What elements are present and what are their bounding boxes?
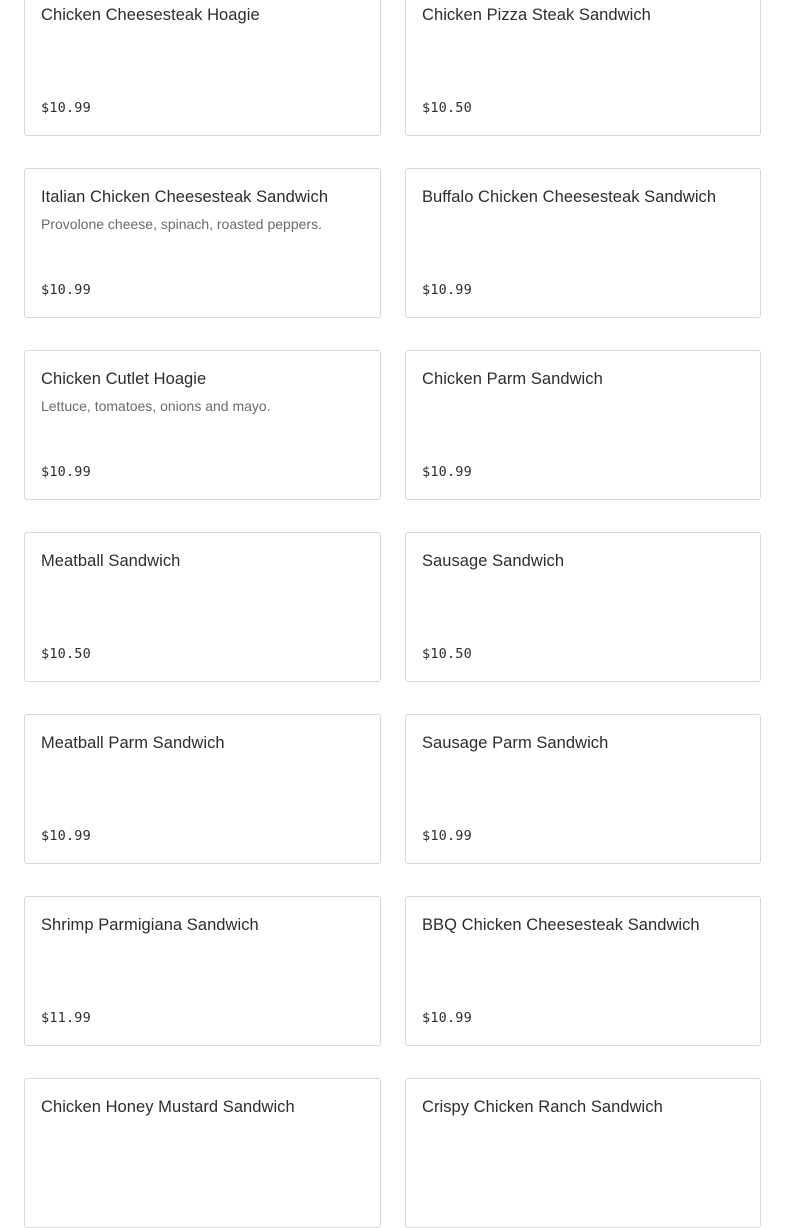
menu-item-name: Chicken Cutlet Hoagie bbox=[41, 370, 207, 388]
menu-item-price: $10.99 bbox=[41, 464, 91, 480]
menu-item-card[interactable] bbox=[24, 714, 381, 864]
menu-item-price: $10.50 bbox=[422, 646, 472, 662]
menu-item-card[interactable] bbox=[24, 1078, 381, 1228]
menu-item-name: Sausage Parm Sandwich bbox=[422, 734, 609, 752]
menu-item-price: $10.99 bbox=[422, 828, 472, 844]
menu-item-name: Meatball Parm Sandwich bbox=[41, 734, 225, 752]
menu-item-card[interactable] bbox=[405, 532, 761, 682]
menu-item-card[interactable] bbox=[405, 896, 761, 1046]
menu-item-card[interactable] bbox=[24, 532, 381, 682]
menu-item-price: $10.99 bbox=[41, 282, 91, 298]
menu-item-price: $10.99 bbox=[422, 1010, 472, 1026]
menu-item-price: $11.99 bbox=[41, 1010, 91, 1026]
menu-item-price: $10.99 bbox=[41, 828, 91, 844]
menu-item-card[interactable] bbox=[24, 896, 381, 1046]
menu-item-card[interactable] bbox=[405, 168, 761, 318]
menu-item-card[interactable] bbox=[405, 714, 761, 864]
menu-item-name: Chicken Cheesesteak Hoagie bbox=[41, 6, 260, 24]
menu-item-card[interactable] bbox=[24, 168, 381, 318]
menu-item-name: Chicken Parm Sandwich bbox=[422, 370, 603, 388]
menu-item-price: $10.50 bbox=[41, 646, 91, 662]
menu-item-card[interactable] bbox=[405, 0, 761, 136]
menu-item-name: Crispy Chicken Ranch Sandwich bbox=[422, 1098, 663, 1116]
menu-item-name: Shrimp Parmigiana Sandwich bbox=[41, 916, 259, 934]
menu-item-description: Lettuce, tomatoes, onions and mayo. bbox=[41, 398, 271, 414]
menu-item-price: $10.99 bbox=[422, 282, 472, 298]
menu-item-price: $10.99 bbox=[422, 464, 472, 480]
menu-item-price: $10.99 bbox=[41, 100, 91, 116]
menu-item-name: Chicken Pizza Steak Sandwich bbox=[422, 6, 651, 24]
menu-item-name: Buffalo Chicken Cheesesteak Sandwich bbox=[422, 188, 717, 206]
menu-item-description: Provolone cheese, spinach, roasted peppers. bbox=[41, 216, 322, 232]
menu-item-card[interactable] bbox=[405, 350, 761, 500]
menu-item-grid bbox=[24, 0, 761, 1228]
menu-item-name: Sausage Sandwich bbox=[422, 552, 565, 570]
menu-item-card[interactable] bbox=[405, 1078, 761, 1228]
menu-item-name: BBQ Chicken Cheesesteak Sandwich bbox=[422, 916, 700, 934]
menu-item-card[interactable] bbox=[24, 0, 381, 136]
menu-item-price: $10.50 bbox=[422, 100, 472, 116]
menu-item-name: Meatball Sandwich bbox=[41, 552, 181, 570]
menu-item-name: Italian Chicken Cheesesteak Sandwich bbox=[41, 188, 329, 206]
menu-item-name: Chicken Honey Mustard Sandwich bbox=[41, 1098, 295, 1116]
menu-item-card[interactable] bbox=[24, 350, 381, 500]
